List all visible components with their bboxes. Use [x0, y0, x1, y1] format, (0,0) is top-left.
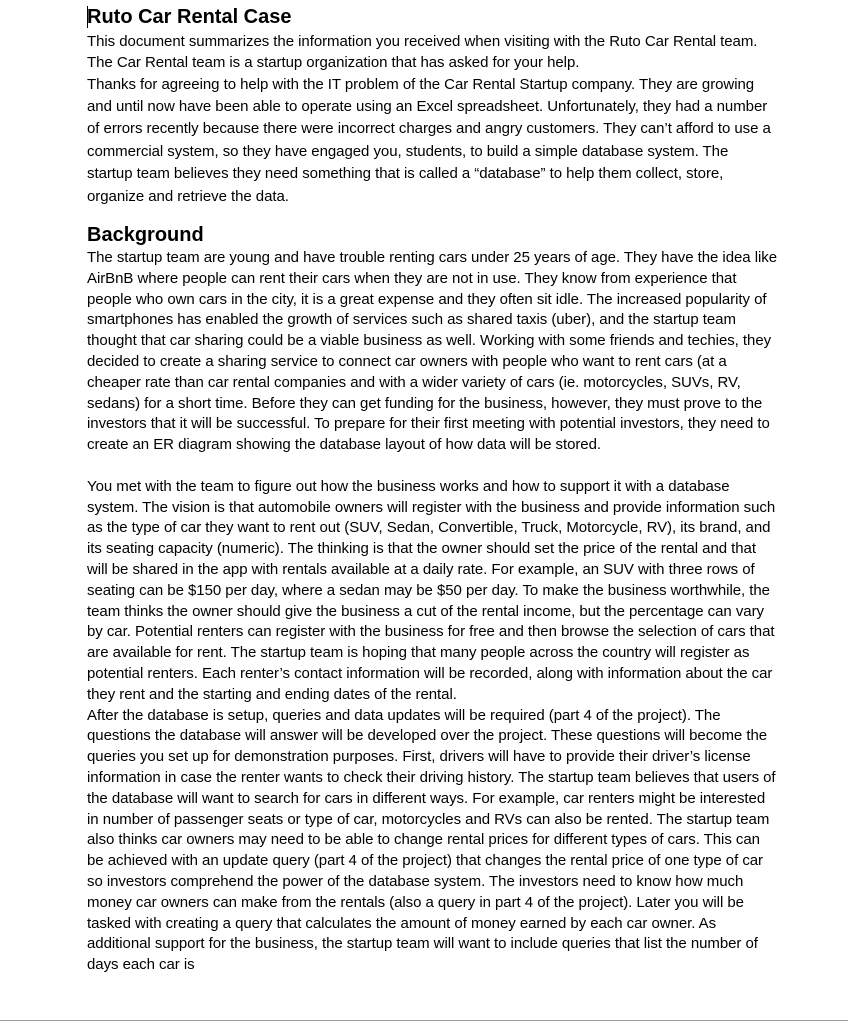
document-page — [87, 4, 777, 976]
intro-paragraph-1: This document summarizes the information you received when visiting with the Ruto Car Rental team. The Car Rental team is a startup organization that has asked for your help. — [87, 33, 758, 71]
background-paragraph-1: The startup team are young and have trouble renting cars under 25 years of age. They have the idea like AirBnB where people can rent their cars when they are not in use. They know from experience that people who own cars in the city, it is a great expense and they often sit idle. The increased popularity of smartphones has enabled the growth of services such as shared taxis (uber), and the startup team thought that car sharing could be a viable business as well. Working with some friends and techies, they decided to create a sharing service to connect car owners with people who want to rent cars (at a cheaper rate than car rental companies and with a wider variety of cars (ie. motorcycles, SUVs, RV, sedans) for a short time. Before they can get funding for the business, however, they must prove to the investors that it will be successful. To prepare for their first meeting with potential investors, they need to create an ER diagram showing the database layout of how data will be stored. — [87, 249, 778, 454]
background-paragraph-3: After the database is setup, queries and data updates will be required (part 4 of the project). The questions the database will answer will be developed over the project. These questions will become the queries you set up for demonstration purposes. First, drivers will have to provide their driver’s license information in case the renter wants to check their driving history. The startup team believes that users of the database will want to search for cars in different ways. For example, car renters might be interested in number of passenger seats or type of car, motorcycles and RVs can also be rented. The startup team also thinks car owners may need to be able to change rental prices for different types of cars. This can be achieved with an update query (part 4 of the project) that changes the rental price of one type of car so investors comprehend the power of the database system. The investors need to know how much money car owners can make from the rentals (also a query in part 4 of the project). Later you will be tasked with creating a query that calculates the amount of money earned by each car owner. As additional support for the business, the startup team will want to include queries that list the number of days each car is — [87, 706, 776, 974]
document-title: Ruto Car Rental Case — [87, 6, 292, 28]
page-bottom-divider — [0, 1020, 848, 1021]
background-paragraph-2: You met with the team to figure out how the business works and how to support it with a database system. The vision is that automobile owners will register with the business and provide information such as the type of car they want to rent out (SUV, Sedan, Convertible, Truck, Motorcycle, RV), its brand, and its seating capacity (numeric). The thinking is that the owner should set the price of the rental and that will be shared in the app with rentals available at a daily rate. For example, an SUV with three rows of seating can be $150 per day, where a sedan may be $50 per day. To make the business worthwhile, the team thinks the owner should give the business a cut of the rental income, but the percentage can vary by car. Potential renters can register with the business for free and then browse the selection of cars that are available for rent. The startup team is hoping that many people across the country will register as potential renters. Each renter’s contact information will be recorded, along with information about the car they rent and the starting and ending dates of the rental. — [87, 477, 776, 703]
paragraph-spacer — [87, 456, 777, 477]
background-heading: Background — [87, 224, 204, 247]
intro-paragraph-2: Thanks for agreeing to help with the IT problem of the Car Rental Startup company. They are growing and until now have been able to operate using an Excel spreadsheet. Unfortunately, they had a number of errors recently because there were incorrect charges and angry customers. They can’t afford to use a commercial system, so they have engaged you, students, to build a simple database system. The startup team believes they need something that is called a “database” to help them collect, store, organize and retrieve the data. — [87, 75, 771, 205]
